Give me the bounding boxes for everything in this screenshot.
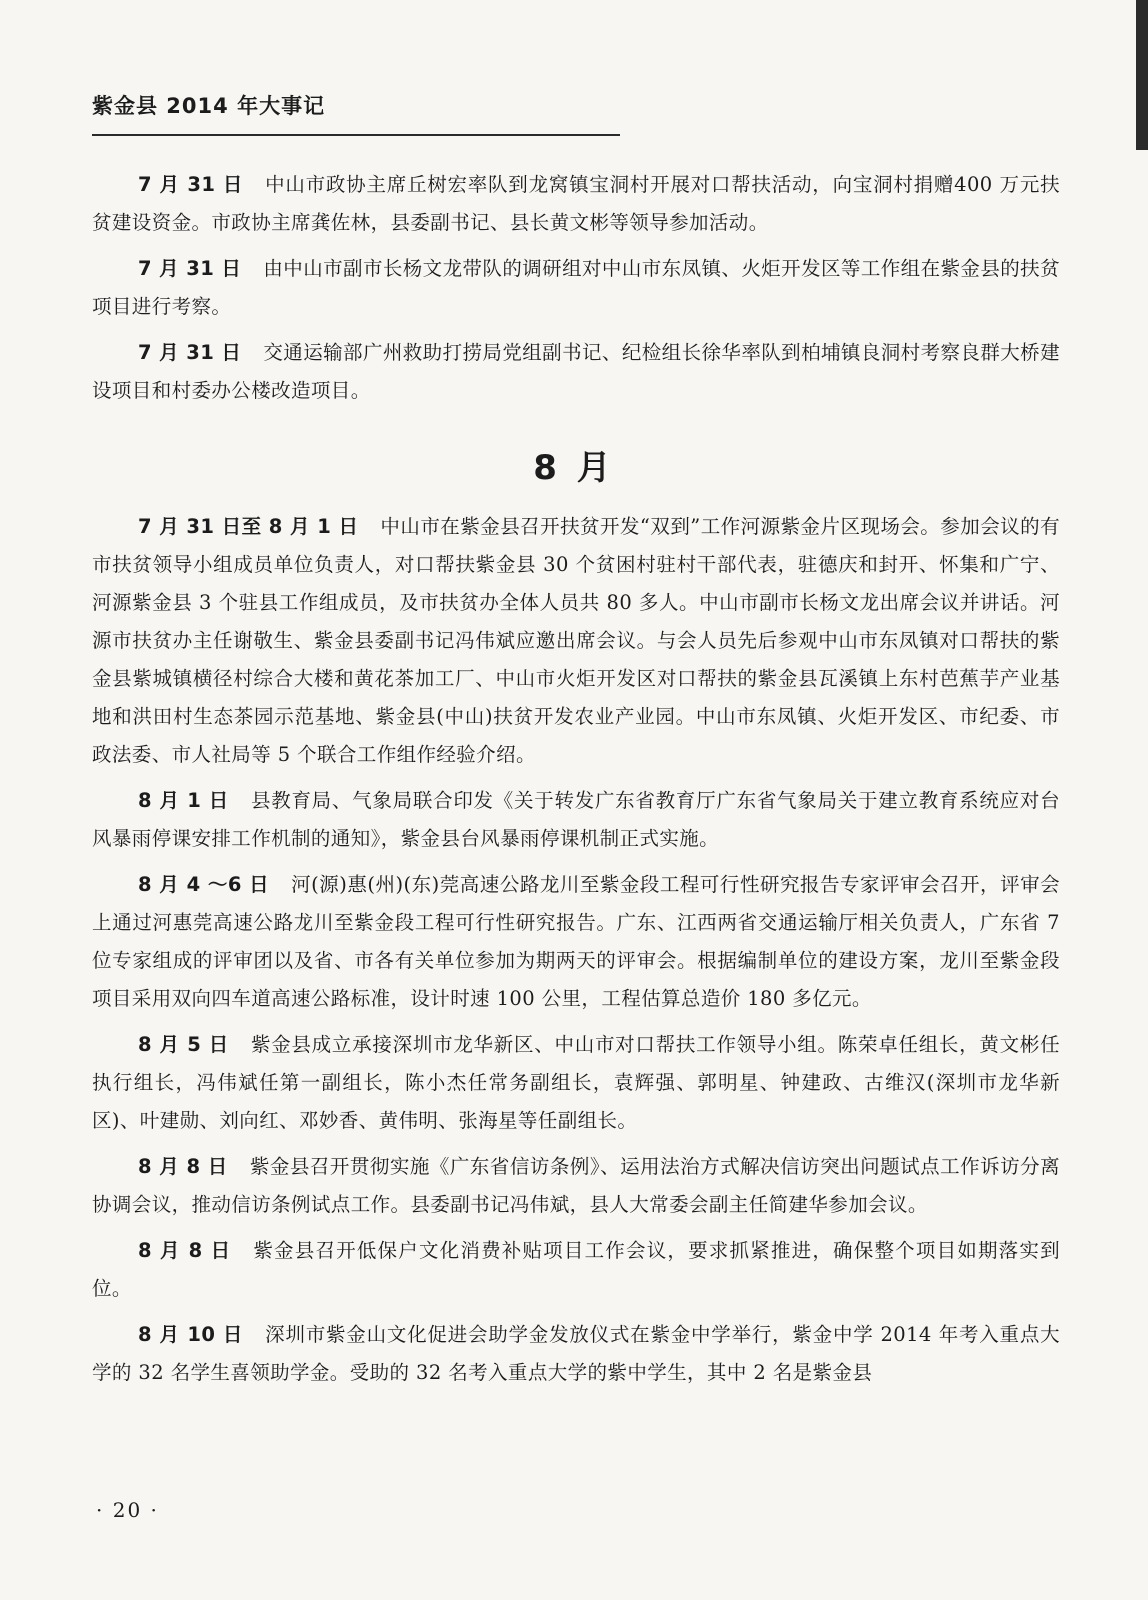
scan-edge-shadow — [1136, 0, 1148, 150]
event-entry — [92, 782, 1060, 858]
event-text: 县教育局、气象局联合印发《关于转发广东省教育厅广东省气象局关于建立教育系统应对台风暴雨停课安排工作机制的通知》，紫金县台风暴雨停课机制正式实施。 — [92, 789, 1060, 850]
event-text: 深圳市紫金山文化促进会助学金发放仪式在紫金中学举行，紫金中学 2014 年考入重点大学的 32 名学生喜领助学金。受助的 32 名考入重点大学的紫中学生，其中 2 名是紫金县 — [92, 1323, 1060, 1384]
event-entry — [92, 250, 1060, 326]
event-text: 由中山市副市长杨文龙带队的调研组对中山市东凤镇、火炬开发区等工作组在紫金县的扶贫项目进行考察。 — [92, 257, 1060, 318]
event-text: 河(源)惠(州)(东)莞高速公路龙川至紫金段工程可行性研究报告专家评审会召开，评审会上通过河惠莞高速公路龙川至紫金段工程可行性研究报告。广东、江西两省交通运输厅相关负责人，广东省 7 位专家组成的评审团以及省、市各有关单位参加为期两天的评审会。根据编制单位的建设方案，龙川至紫金段项目采用双向四车道高速公路标准，设计时速 100 公里，工程估算总造价 180 多亿元。 — [92, 873, 1060, 1010]
event-entry — [92, 508, 1060, 774]
event-entry — [92, 1316, 1060, 1392]
event-entry — [92, 1232, 1060, 1308]
event-text: 紫金县成立承接深圳市龙华新区、中山市对口帮扶工作领导小组。陈荣卓任组长，黄文彬任执行组长，冯伟斌任第一副组长，陈小杰任常务副组长，袁辉强、郭明星、钟建政、古维汉(深圳市龙华新区)、叶建勋、刘向红、邓妙香、黄伟明、张海星等任副组长。 — [92, 1033, 1060, 1132]
event-entry — [92, 334, 1060, 410]
event-date: 7 月 31 日 — [138, 257, 242, 280]
event-date: 8 月 10 日 — [138, 1323, 244, 1346]
header-rule — [92, 134, 620, 136]
event-text: 紫金县召开低保户文化消费补贴项目工作会议，要求抓紧推进，确保整个项目如期落实到位。 — [92, 1239, 1060, 1300]
event-text: 中山市在紫金县召开扶贫开发“双到”工作河源紫金片区现场会。参加会议的有市扶贫领导小组成员单位负责人，对口帮扶紫金县 30 个贫困村驻村干部代表，驻德庆和封开、怀集和广宁、河源紫金县 3 个驻县工作组成员，及市扶贫办全体人员共 80 多人。中山市副市长杨文龙出席会议并讲话。河源市扶贫办主任谢敬生、紫金县委副书记冯伟斌应邀出席会议。与会人员先后参观中山市东凤镇对口帮扶的紫金县紫城镇横径村综合大楼和黄花茶加工厂、中山市火炬开发区对口帮扶的紫金县瓦溪镇上东村芭蕉芋产业基地和洪田村生态茶园示范基地、紫金县(中山)扶贫开发农业产业园。中山市东凤镇、火炬开发区、市纪委、市政法委、市人社局等 5 个联合工作组作经验介绍。 — [92, 515, 1060, 766]
event-date: 8 月 4 ～6 日 — [138, 873, 270, 896]
month-heading: 8 月 — [533, 448, 615, 488]
event-entry — [92, 1148, 1060, 1224]
event-date: 7 月 31 日 — [138, 341, 242, 364]
event-date: 8 月 5 日 — [138, 1033, 229, 1056]
event-entry — [92, 1026, 1060, 1140]
event-date: 7 月 31 日至 8 月 1 日 — [138, 515, 359, 538]
event-date: 8 月 8 日 — [138, 1239, 232, 1262]
event-date: 7 月 31 日 — [138, 173, 244, 196]
event-text: 交通运输部广州救助打捞局党组副书记、纪检组长徐华率队到柏埔镇良洞村考察良群大桥建设项目和村委办公楼改造项目。 — [92, 341, 1060, 402]
event-entry — [92, 866, 1060, 1018]
event-text: 紫金县召开贯彻实施《广东省信访条例》、运用法治方式解决信访突出问题试点工作诉访分离协调会议，推动信访条例试点工作。县委副书记冯伟斌，县人大常委会副主任简建华参加会议。 — [92, 1155, 1060, 1216]
july-section — [92, 166, 1060, 418]
page-number: · 20 · — [96, 1498, 159, 1522]
event-date: 8 月 8 日 — [138, 1155, 228, 1178]
event-date: 8 月 1 日 — [138, 789, 229, 812]
running-header: 紫金县 2014 年大事记 — [92, 94, 326, 118]
event-entry — [92, 166, 1060, 242]
august-section — [92, 508, 1060, 1400]
event-text: 中山市政协主席丘树宏率队到龙窝镇宝洞村开展对口帮扶活动，向宝洞村捐赠400 万元扶贫建设资金。市政协主席龚佐林，县委副书记、县长黄文彬等领导参加活动。 — [92, 173, 1060, 234]
